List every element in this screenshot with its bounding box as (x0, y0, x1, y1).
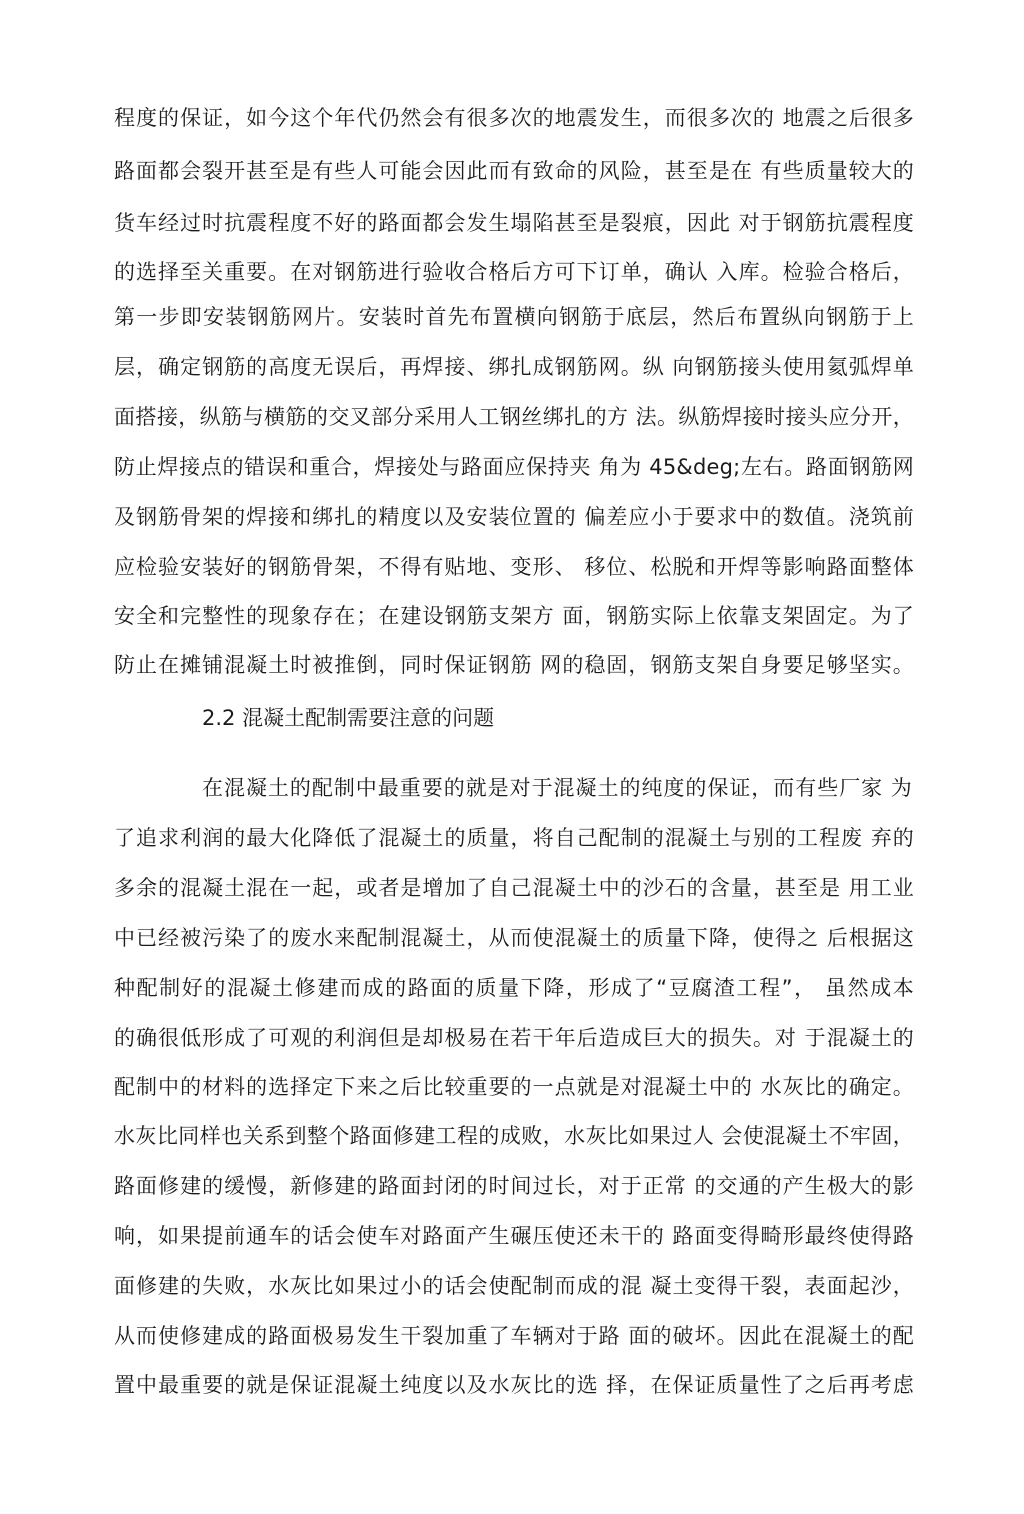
paragraph-2-line: 的确很低形成了可观的利润但是却极易在若干年后造成巨大的损失。对 于混凝土的 (114, 1026, 914, 1050)
paragraph-1-line: 应检验安装好的钢筋骨架，不得有贴地、变形、 移位、松脱和开焊等影响路面整体 (114, 555, 914, 579)
paragraph-2-line: 面修建的失败，水灰比如果过小的话会使配制而成的混 凝土变得干裂，表面起沙， (114, 1274, 914, 1298)
paragraph-1-line: 面搭接，纵筋与横筋的交叉部分采用人工钢丝绑扎的方 法。纵筋焊接时接头应分开， (114, 405, 914, 429)
paragraph-2-line: 多余的混凝土混在一起，或者是增加了自己混凝土中的沙石的含量，甚至是 用工业 (114, 876, 914, 900)
paragraph-1-line: 安全和完整性的现象存在；在建设钢筋支架方 面，钢筋实际上依靠支架固定。为了 (114, 604, 914, 628)
paragraph-2-line: 响，如果提前通车的话会使车对路面产生碾压使还未干的 路面变得畸形最终使得路 (114, 1224, 914, 1248)
paragraph-1-line: 防止在摊铺混凝土时被推倒，同时保证钢筋 网的稳固，钢筋支架自身要足够坚实。 (114, 653, 914, 677)
paragraph-2-line: 从而使修建成的路面极易发生干裂加重了车辆对于路 面的破坏。因此在混凝土的配 (114, 1324, 914, 1348)
paragraph-1-line: 防止焊接点的错误和重合，焊接处与路面应保持夹 角为 45&deg;左右。路面钢筋网 (114, 455, 914, 479)
paragraph-1-line: 货车经过时抗震程度不好的路面都会发生塌陷甚至是裂痕，因此 对于钢筋抗震程度 (114, 211, 914, 235)
paragraph-1-line: 及钢筋骨架的焊接和绑扎的精度以及安装位置的 偏差应小于要求中的数值。浇筑前 (114, 505, 914, 529)
paragraph-2-line: 置中最重要的就是保证混凝土纯度以及水灰比的选 择，在保证质量性了之后再考虑 (114, 1373, 914, 1397)
paragraph-1-line: 层，确定钢筋的高度无误后，再焊接、绑扎成钢筋网。纵 向钢筋接头使用氦弧焊单 (114, 355, 914, 379)
paragraph-1-line: 路面都会裂开甚至是有些人可能会因此而有致命的风险，甚至是在 有些质量较大的 (114, 159, 914, 183)
paragraph-2-line: 中已经被污染了的废水来配制混凝土，从而使混凝土的质量下降，使得之 后根据这 (114, 926, 914, 950)
paragraph-2-line: 路面修建的缓慢，新修建的路面封闭的时间过长，对于正常 的交通的产生极大的影 (114, 1174, 914, 1198)
paragraph-1-line: 的选择至关重要。在对钢筋进行验收合格后方可下订单，确认 入库。检验合格后， (114, 260, 914, 284)
paragraph-2-line: 在混凝土的配制中最重要的就是对于混凝土的纯度的保证，而有些厂家 为 (202, 776, 912, 800)
section-heading: 2.2 混凝土配制需要注意的问题 (202, 706, 495, 730)
paragraph-2-line: 了追求利润的最大化降低了混凝土的质量，将自己配制的混凝土与别的工程废 弃的 (114, 826, 914, 850)
paragraph-2-line: 配制中的材料的选择定下来之后比较重要的一点就是对混凝土中的 水灰比的确定。 (114, 1075, 914, 1099)
paragraph-1-line: 程度的保证，如今这个年代仍然会有很多次的地震发生，而很多次的 地震之后很多 (114, 106, 914, 130)
paragraph-1-line: 第一步即安装钢筋网片。安装时首先布置横向钢筋于底层，然后布置纵向钢筋于上 (114, 305, 914, 329)
paragraph-2-line: 水灰比同样也关系到整个路面修建工程的成败，水灰比如果过人 会使混凝土不牢固， (114, 1124, 914, 1148)
paragraph-2-line: 种配制好的混凝土修建而成的路面的质量下降，形成了“豆腐渣工程”， 虽然成本 (114, 976, 914, 1000)
